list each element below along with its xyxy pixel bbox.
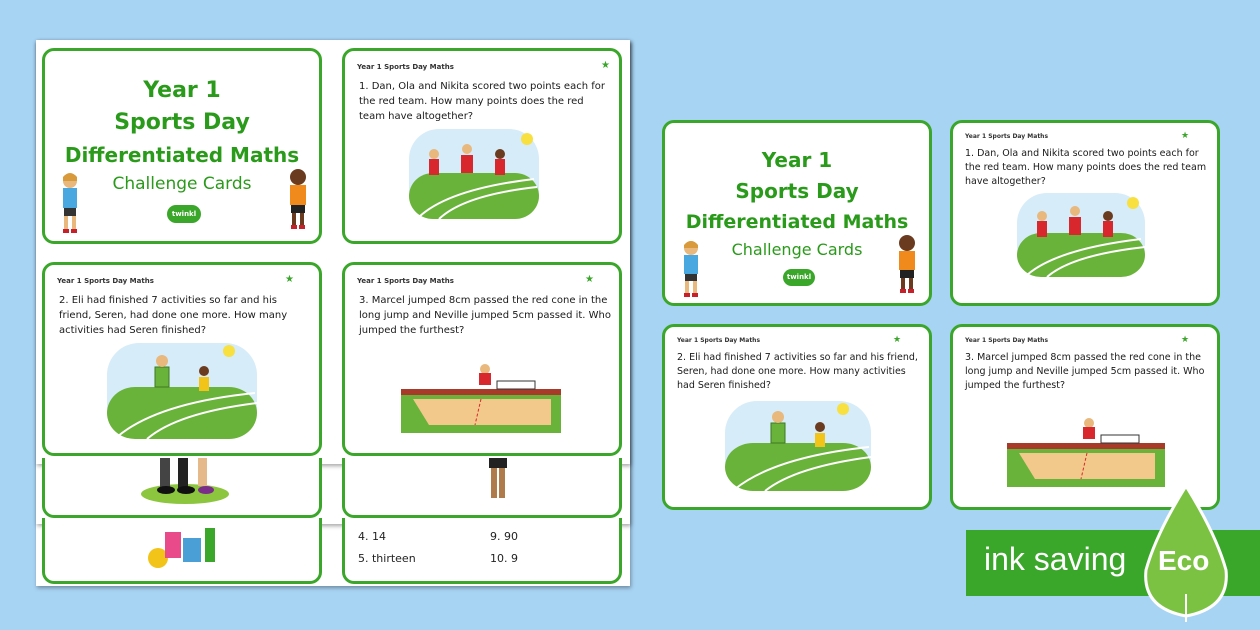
question-1-text: 1. Dan, Ola and Nikita scored two points each for the red team. How many points does the red team have altogether? [359,81,605,122]
question-card-2-right [662,324,932,510]
title-challenge-cards: Challenge Cards [731,240,863,259]
answer-5: 5. thirteen [358,552,416,565]
star-icon: ★ [1181,131,1190,141]
card-header: Year 1 Sports Day Maths [965,133,1049,140]
title-year: Year 1 [143,78,221,103]
back-card-left-2 [42,518,322,584]
card-header: Year 1 Sports Day Maths [677,337,761,344]
title-block [45,75,319,197]
question-2-text: 2. Eli had finished 7 activities so far and his friend, Seren, had done one more. How many activities had Seren finished? [59,295,288,336]
question-3-text: 3. Marcel jumped 8cm passed the red cone in the long jump and Neville jumped 5cm passed it. Who jumped the furthest? [359,295,611,336]
child-legs-image [483,458,513,508]
card-header: Year 1 Sports Day Maths [357,277,454,285]
answer-4: 4. 14 [358,530,386,543]
long-jump-image [1007,415,1165,487]
title-differentiated-maths: Differentiated Maths [64,143,300,167]
answers-list-2 [490,530,518,574]
twinkl-logo: twinkl [167,205,201,223]
back-card-right-1 [342,458,622,518]
card-header: Year 1 Sports Day Maths [357,63,454,71]
boy-character-image [283,167,313,231]
card-header: Year 1 Sports Day Maths [965,337,1049,344]
question-2-text: 2. Eli had finished 7 activities so far and his friend, Seren, had done one more. How many activities had Seren finished? [677,352,918,391]
title-card-left [42,48,322,244]
girl-character-image [677,239,705,299]
title-sports-day: Sports Day [735,179,859,203]
back-card-left-1 [42,458,322,518]
answer-10: 10. 9 [490,552,518,565]
children-running-image [143,522,233,578]
boy-character-image [893,233,921,295]
runners-scene-image [1017,193,1145,277]
question-3-text: 3. Marcel jumped 8cm passed the red cone in the long jump and Neville jumped 5cm passed it. Who jumped the furthest? [965,352,1205,391]
answers-list [358,530,416,574]
runners-scene-image [409,129,539,219]
star-icon: ★ [601,60,610,71]
eco-badge-label: Eco [1158,545,1210,576]
card-header: Year 1 Sports Day Maths [57,277,154,285]
question-card-3-left [342,262,622,456]
star-icon: ★ [1181,335,1190,345]
ink-saving-label: ink saving [984,541,1127,577]
question-card-3-right [950,324,1220,510]
question-card-2-left [42,262,322,456]
title-card-right [662,120,932,306]
question-1-text: 1. Dan, Ola and Nikita scored two points each for the red team. How many points does the red team have altogether? [965,148,1207,187]
title-challenge-cards: Challenge Cards [112,174,252,194]
two-runners-image [725,401,871,491]
girl-character-image [55,171,85,235]
two-runners-image [107,343,257,439]
title-year: Year 1 [761,148,833,172]
star-icon: ★ [285,274,294,285]
long-jump-image [401,359,561,433]
answer-9: 9. 90 [490,530,518,543]
star-icon: ★ [893,335,902,345]
children-feet-image [140,458,230,508]
question-card-1-left [342,48,622,244]
question-card-1-right [950,120,1220,306]
star-icon: ★ [585,274,594,285]
title-sports-day: Sports Day [114,110,250,135]
twinkl-logo: twinkl [783,269,815,286]
title-differentiated-maths: Differentiated Maths [685,211,909,233]
